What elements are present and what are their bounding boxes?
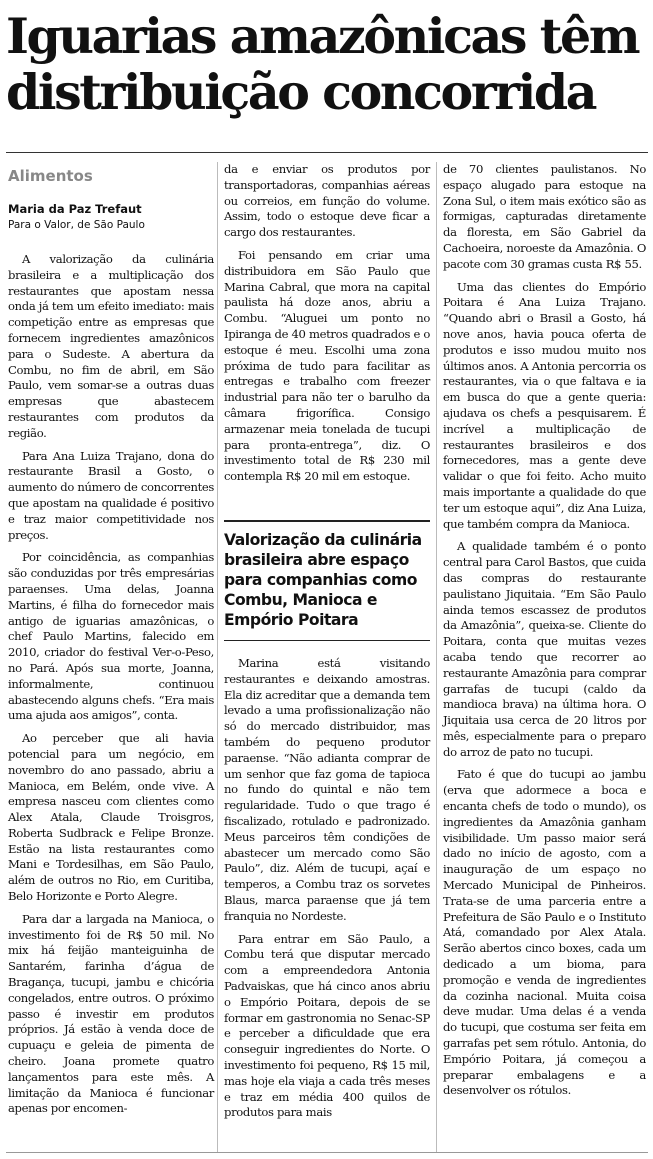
pull-quote: Valorização da culinária brasileira abre espaço para companhias como Combu, Manioca e Empório Poitara <box>224 520 430 641</box>
paragraph: Foi pensando em criar uma distribuidora em São Paulo que Marina Cabral, que mora na capital paulista há doze anos, abriu a Combu. “Aluguei um ponto no Ipiranga de 40 metros quadrados e o estoque é meu. Escolhi uma zona próxima de tudo para facilitar as entregas e trabalho com freezer industrial para não ter o barulho da câmara frigorífica. Consigo armazenar meia tonelada de tucupi para pronta-entrega”, diz. O investimento total de R$ 230 mil contempla R$ 20 mil em estoque. <box>224 247 430 484</box>
column-2-top <box>224 162 430 485</box>
paragraph: Ao perceber que ali havia potencial para um negócio, em novembro do ano passado, abriu a Manioca, em Belém, onde vive. A empresa nasceu com clientes como Alex Atala, Claude Troisgros, Roberta Sudbrack e Felipe Bronze. Estão na lista restaurantes como Mani e Tordesilhas, em São Paulo, além de outros no Rio, em Curitiba, Belo Horizonte e Porto Alegre. <box>8 731 214 904</box>
bottom-rule <box>6 1152 648 1153</box>
paragraph: Fato é que do tucupi ao jambu (erva que adormece a boca e encanta chefs de todo o mundo), os ingredientes da Amazônia ganham visibilidade. Um passo maior será dado no início de agosto, com a inauguração de um espaço no Mercado Municipal de Pinheiros. Trata-se de uma parceria entre a Prefeitura de São Paulo e o Instituto Atá, comandado por Alex Atala. Serão abertos cinco boxes, cada um dedicado a um bioma, para promoção e venda de ingredientes da cozinha nacional. Muita coisa deve mudar. Uma delas é a venda do tucupi, que costuma ser feita em garrafas pet sem rótulo. Antonia, do Empório Poitara, já começou a preparar embalagens e a desenvolver os rótulos. <box>443 767 646 1098</box>
paragraph: da e enviar os produtos por transportadoras, companhias aéreas ou correios, em função do volume. Assim, todo o estoque deve ficar a cargo dos restaurantes. <box>224 162 430 240</box>
paragraph: Para dar a largada na Manioca, o investimento foi de R$ 50 mil. No mix há feijão manteiguinha de Santarém, farinha d’água de Bragança, tucupi, jambu e chicória congelados, entre outros. O próximo passo é investir em produtos próprios. Já estão à venda doce de cupuaçu e geleia de pimenta de cheiro. Joana promete quatro lançamentos para este mês. A limitação da Manioca é funcionar apenas por encomen- <box>8 911 214 1116</box>
column-3 <box>443 162 646 1099</box>
paragraph: A valorização da culinária brasileira e a multiplicação dos restaurantes que apostam nessa onda já tem um efeito imediato: mais competição entre as empresas que fornecem ingredientes amazônicos para o Sudeste. A abertura da Combu, no fim de abril, em São Paulo, vem somar-se a outras duas empresas que abastecem restaurantes com produtos da região. <box>8 252 214 440</box>
paragraph: de 70 clientes paulistanos. No espaço alugado para estoque na Zona Sul, o item mais exótico são as formigas, capturadas diretamente da floresta, em São Gabriel da Cachoeira, noroeste da Amazônia. O pacote com 30 gramas custa R$ 55. <box>443 162 646 271</box>
paragraph: Uma das clientes do Empório Poitara é Ana Luiza Trajano. “Quando abri o Brasil a Gosto, há nove anos, havia pouca oferta de produtos e isso mudou muito nos últimos anos. A Antonia percorria os restaurantes, via o que faltava e ia em busca do que a gente queria: ajudava os chefs a pesquisarem. É incrível a multiplicação de restaurantes brasileiros e dos fornecedores, mas a gente deve validar o que foi feito. Acho muito mais importante a qualidade do que ter um estoque aqui”, diz Ana Luiza, que também compra da Manioca. <box>443 279 646 531</box>
paragraph: Para entrar em São Paulo, a Combu terá que disputar mercado com a empreendedora Antonia Padvaiskas, que há cinco anos abriu o Empório Poitara, depois de se formar em gastronomia no Senac-SP e perceber a dificuldade que era conseguir ingredientes do Norte. O investimento foi pequeno, R$ 15 mil, mas hoje ela viaja a cada três meses e traz em média 400 quilos de produtos para mais <box>224 931 430 1120</box>
paragraph: Por coincidência, as companhias são conduzidas por três empresárias paraenses. Uma delas, Joanna Martins, é filha do fornecedor mais antigo de iguarias amazônicas, o chef Paulo Martins, falecido em 2010, criador do festival Ver-o-Peso, no Pará. Após sua morte, Joanna, informalmente, continuou abastecendo alguns chefs. “Era mais uma ajuda aos amigos”, conta. <box>8 550 214 723</box>
headline: Iguarias amazônicas têm distribuição concorrida <box>6 7 639 121</box>
column-divider <box>217 162 218 1152</box>
author-name: Maria da Paz Trefaut <box>8 202 142 216</box>
paragraph: Para Ana Luiza Trajano, dona do restaurante Brasil a Gosto, o aumento do número de concorrentes que apostam na qualidade é positivo e traz maior competitividade nos preços. <box>8 448 214 542</box>
paragraph: Marina está visitando restaurantes e deixando amostras. Ela diz acreditar que a demanda tem levado a uma profissionalização não só do mercado distribuidor, mas também do pequeno produtor paraense. “Não adianta comprar de um senhor que faz goma de tapioca no fundo do quintal e não tem regularidade. Tudo o que trago é fiscalizado, rotulado e padronizado. Meus parceiros têm condições de abastecer um mercado como São Paulo”, diz. Além de tucupi, açaí e temperos, a Combu traz os sorvetes Blaus, marca paraense que já tem franquia no Nordeste. <box>224 656 430 923</box>
column-2-bottom <box>224 656 430 1121</box>
section-label: Alimentos <box>8 167 93 185</box>
column-divider <box>436 162 437 1152</box>
byline <box>8 201 145 232</box>
author-role: Para o Valor, de São Paulo <box>8 219 145 231</box>
top-rule <box>6 152 648 153</box>
paragraph: A qualidade também é o ponto central para Carol Bastos, que cuida das compras do restaurante paulistano Jiquitaia. “Em São Paulo ainda temos escassez de produtos da Amazônia”, queixa-se. Cliente do Poitara, conta que muitas vezes acaba tendo que recorrer ao restaurante Amazônia para comprar garrafas de tucupi (caldo da mandioca brava) na última hora. O Jiquitaia usa cerca de 20 litros por mês, especialmente para o preparo do arroz de pato no tucupi. <box>443 539 646 759</box>
column-1 <box>8 252 214 1117</box>
